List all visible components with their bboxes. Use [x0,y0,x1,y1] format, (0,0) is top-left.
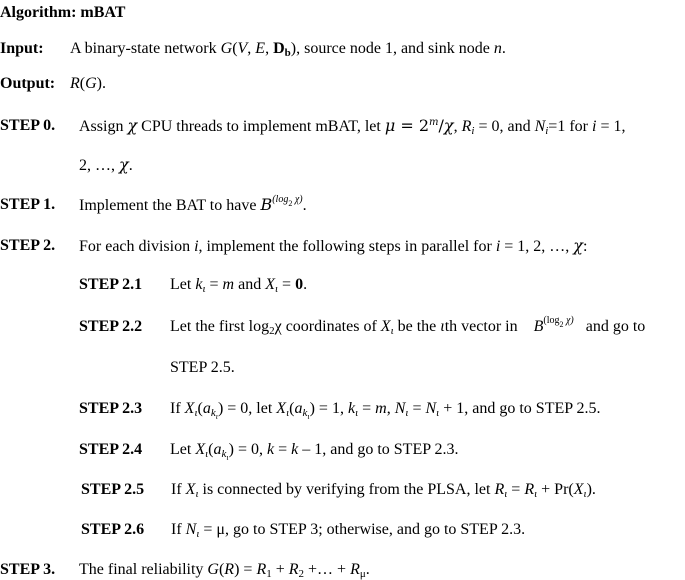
step-3-text: The final reliability G(R) = R1 + R2 +… + Rμ. [79,561,370,580]
step-1-label: STEP 1. [0,196,56,213]
output-label: Output: [0,75,56,92]
step-2-1-line [79,276,308,295]
step-3-label: STEP 3. [0,561,56,578]
step-2-6-label: STEP 2.6 [81,521,145,538]
step-0-line-2: 2, …, χ. [79,155,133,174]
step-2-line [0,236,588,255]
algorithm-title: Algorithm: mBAT [0,4,126,21]
step-0-label: STEP 0. [0,117,56,134]
step-2-5-label: STEP 2.5 [81,481,145,498]
step-0-line-1 [0,116,626,137]
step-2-2-text: Let the first log2χ coordinates of Xι be the ιth vector in $B^{(log2}$ $^{\chi)}$ and go to [170,315,646,337]
step-2-2-label: STEP 2.2 [79,318,143,335]
output-text: R(G). [70,75,106,92]
step-2-5-text: If Xι is connected by verifying from the PLSA, let Rι = Rι + Pr(Xι). [171,481,596,500]
step-2-2-line-1 [79,315,646,337]
step-2-6-text: If Nι = μ, go to STEP 3; otherwise, and go to STEP 2.3. [171,521,526,540]
step-1-text: Implement the BAT to have $B^{(log2}$ $^{\chi)}$. [79,194,307,214]
step-2-label: STEP 2. [0,237,56,254]
step-2-6-line [81,521,526,540]
step-2-1-label: STEP 2.1 [79,276,143,293]
input-text: A binary-state network G(V, E, Db), source node 1, and sink node n. [70,40,506,59]
step-2-4-label: STEP 2.4 [79,441,143,458]
step-2-text: For each division i, implement the following steps in parallel for i = 1, 2, …, χ: [79,236,588,255]
step-2-1-text: Let kι = m and Xι = 0. [170,276,308,295]
step-2-5-line [81,481,596,500]
input-line [0,40,506,59]
step-2-3-line [79,400,601,421]
step-0-text: Assign χ CPU threads to implement mBAT, let $\mu = 2^m/\chi$, Ri = 0, and Ni=1 for i = 1, [79,116,626,137]
step-1-line [0,194,307,214]
step-2-4-text: Let $X\iota(ak_\iota) = 0$, k = k – 1, and go to STEP 2.3. [170,441,459,462]
step-2-4-line [79,441,459,462]
input-label: Input: [0,40,44,57]
step-2-3-text: If $X\iota(ak_\iota) = 0$, let $X\iota(ak_\iota) = 1$, kι = m, Nι = Nι + 1, and go to STEP 2.5. [170,400,601,421]
step-2-2-line-2: STEP 2.5. [170,359,235,376]
output-line [0,75,106,93]
step-3-line [0,561,370,580]
step-2-3-label: STEP 2.3 [79,400,143,417]
